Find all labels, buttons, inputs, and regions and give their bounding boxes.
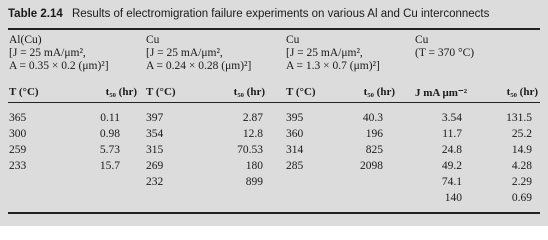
group-header-cu-3 [415, 34, 474, 60]
column-cu1-temperature [146, 110, 163, 190]
group-condition-a: A = 0.35 × 0.2 (μm)²] [9, 60, 109, 72]
table-cell: 49.2 [441, 160, 462, 172]
group-condition-j: [J = 25 mA/μm², [9, 47, 86, 59]
group-header-alcu [9, 34, 109, 73]
table-cell: 14.9 [511, 144, 532, 156]
group-condition-t: (T = 370 °C) [415, 47, 475, 59]
table-cell: 397 [146, 112, 164, 124]
table-cell: 12.8 [242, 128, 263, 140]
group-condition-j: [J = 25 mA/μm², [286, 47, 363, 59]
table-cell: 4.28 [511, 160, 532, 172]
table-cell: 2098 [360, 160, 383, 172]
table-cell: 354 [146, 128, 164, 140]
column-cu2-temperature [286, 110, 303, 174]
column-header-temperature: T (°C) [9, 86, 39, 98]
group-condition-a: A = 0.24 × 0.28 (μm)²] [146, 60, 252, 72]
group-name: Cu [286, 34, 300, 46]
table-cell: 314 [286, 144, 304, 156]
group-name: Al(Cu) [9, 34, 42, 46]
table-cell: 2.29 [511, 176, 532, 188]
table-cell: 15.7 [99, 160, 120, 172]
table-cell: 259 [9, 144, 27, 156]
group-condition-a: A = 1.3 × 0.7 (μm)²] [286, 60, 380, 72]
table-cell: 825 [365, 144, 383, 156]
table-cell: 315 [146, 144, 164, 156]
column-header-current-density: J mA μm⁻² [415, 87, 468, 99]
column-cu1-t50 [237, 110, 263, 190]
table-cell: 285 [286, 160, 304, 172]
table-cell: 0.69 [511, 192, 532, 204]
table-caption [8, 8, 489, 20]
table-cell: 360 [286, 128, 304, 140]
group-condition-j: [J = 25 mA/μm², [146, 47, 223, 59]
column-header-t50: t₅₀ (hr) [363, 86, 395, 98]
table-cell: 269 [146, 160, 164, 172]
table-cell: 232 [146, 176, 164, 188]
group-name: Cu [146, 34, 160, 46]
table-cell: 11.7 [442, 128, 462, 140]
top-rule [8, 28, 540, 30]
table-cell: 74.1 [441, 176, 462, 188]
table-cell: 899 [245, 176, 263, 188]
table-cell: 365 [9, 112, 27, 124]
table-cell: 140 [444, 192, 462, 204]
table-title: Results of electromigration failure experiments on various Al and Cu interconnects [71, 8, 490, 20]
table-cell: 0.98 [99, 128, 120, 140]
table-cell: 2.87 [242, 112, 263, 124]
column-cu2-t50 [360, 110, 383, 174]
table-cell: 233 [9, 160, 27, 172]
column-header-t50: t₅₀ (hr) [233, 86, 265, 98]
table-cell: 300 [9, 128, 27, 140]
table-cell: 24.8 [441, 144, 462, 156]
table-cell: 196 [365, 128, 383, 140]
table-cell: 5.73 [99, 144, 120, 156]
column-cu3-current-density [442, 110, 462, 206]
column-header-temperature: T (°C) [286, 86, 316, 98]
table-cell: 395 [286, 112, 304, 124]
header-rule [8, 102, 540, 103]
group-header-cu-1 [146, 34, 251, 73]
table-cell: 40.3 [362, 112, 383, 124]
column-header-temperature: T (°C) [146, 86, 176, 98]
group-name: Cu [415, 34, 429, 46]
table-number: Table 2.14 [8, 8, 63, 20]
column-alcu-temperature [9, 110, 26, 174]
column-alcu-t50 [100, 110, 120, 174]
table-cell: 131.5 [506, 112, 532, 124]
table-cell: 180 [245, 160, 263, 172]
table-cell: 3.54 [441, 112, 462, 124]
column-header-t50: t₅₀ (hr) [105, 86, 137, 98]
group-header-cu-2 [286, 34, 380, 73]
column-cu3-t50 [506, 110, 532, 206]
table-cell: 0.11 [100, 112, 120, 124]
column-header-t50: t₅₀ (hr) [506, 86, 538, 98]
table-cell: 25.2 [511, 128, 532, 140]
bottom-rule [8, 212, 540, 214]
table-cell: 70.53 [237, 144, 263, 156]
